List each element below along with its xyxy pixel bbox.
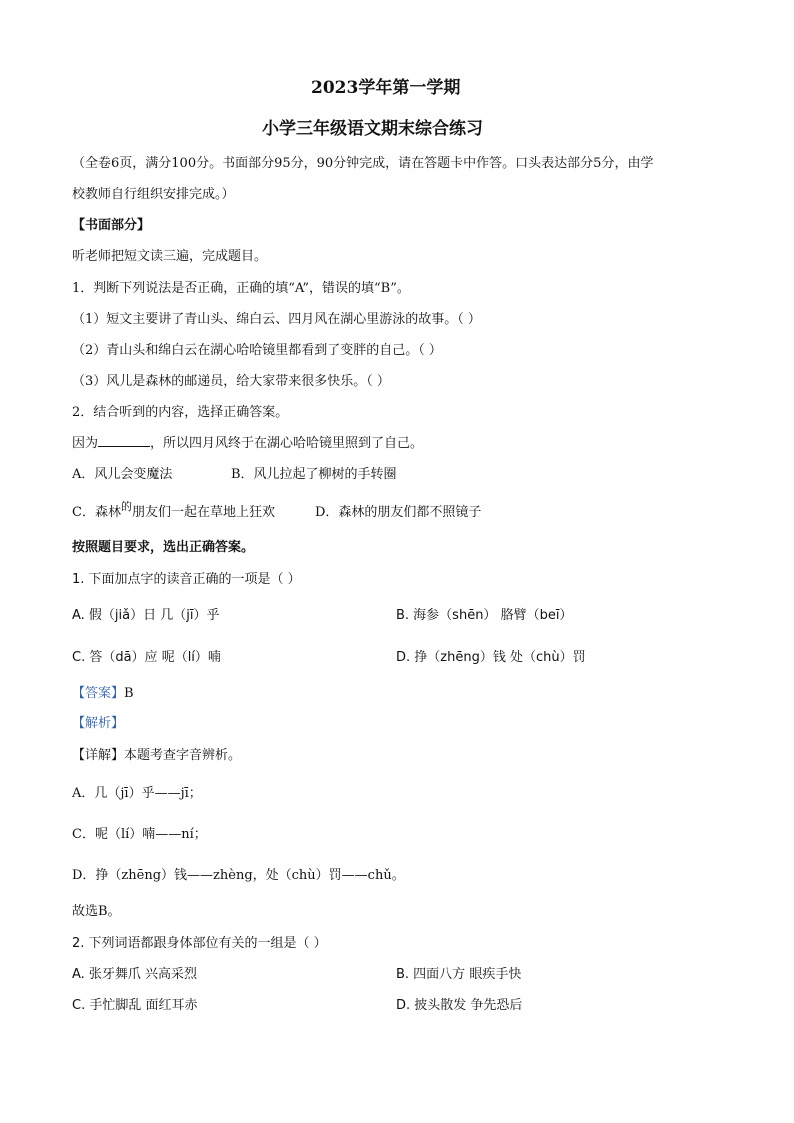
listening-intro: 听老师把短文读三遍，完成题目。	[72, 249, 268, 264]
analysis-label: 【解析】	[72, 716, 125, 731]
detail-label: 【详解】	[72, 748, 125, 763]
listening-q2-option-a: A．风儿会变魔法	[72, 467, 173, 482]
section-heading-written: 【书面部分】	[72, 218, 151, 233]
answer-label: 【答案】	[72, 686, 125, 701]
analysis-line-a: A．几（jī）乎——jī；	[72, 786, 202, 801]
question1-option-d: D. 挣（zhēng）钱 处（chù）罚	[396, 650, 586, 665]
question2-option-b: B. 四面八方 眼疾手快	[396, 967, 522, 982]
question2-option-a: A. 张牙舞爪 兴高采烈	[72, 967, 198, 982]
option-c-prefix: C．森林	[72, 505, 121, 520]
listening-q1-item3: （3）风儿是森林的邮递员，给大家带来很多快乐。（ ）	[72, 374, 390, 389]
option-c-superscript: 的	[120, 500, 132, 513]
question1-stem: 1. 下面加点字的读音正确的一项是（ ）	[72, 572, 301, 587]
exam-note-line1: （全卷6页，满分100分。书面部分95分，90分钟完成，请在答题卡中作答。口头表达部分5分，由学	[72, 156, 654, 171]
section-heading-choose: 按照题目要求，选出正确答案。	[72, 540, 255, 555]
listening-q1-stem: 1．判断下列说法是否正确，正确的填“A”，错误的填“B”。	[72, 281, 410, 296]
answer-blank	[98, 434, 150, 447]
question1-option-c: C. 答（dā）应 呢（lí）喃	[72, 650, 221, 665]
detail-text: 本题考查字音辨析。	[124, 748, 242, 763]
page-subtitle: 小学三年级语文期末综合练习	[262, 119, 483, 139]
question2-option-c: C. 手忙脚乱 面红耳赤	[72, 998, 198, 1013]
answer-value: B	[124, 686, 134, 701]
q2-sentence-prefix: 因为	[72, 436, 99, 451]
question1-option-b: B. 海参（shēn） 胳臂（beī）	[396, 608, 573, 623]
question2-option-d: D. 披头散发 争先恐后	[396, 998, 523, 1013]
detail-line	[72, 744, 241, 763]
listening-q2-option-b: B．风儿拉起了柳树的手转圈	[231, 467, 397, 482]
analysis-conclusion: 故选B。	[72, 904, 121, 919]
listening-q2-option-d: D．森林的朋友们都不照镜子	[315, 505, 482, 520]
analysis-line-d: D．挣（zhēng）钱——zhèng，处（chù）罚——chǔ。	[72, 868, 405, 883]
question2-stem: 2. 下列词语都跟身体部位有关的一组是（ ）	[72, 936, 327, 951]
listening-q2-stem: 2．结合听到的内容，选择正确答案。	[72, 405, 289, 420]
exam-note-line2: 校教师自行组织安排完成。）	[72, 187, 235, 202]
listening-q1-item1: （1）短文主要讲了青山头、绵白云、四月风在湖心里游泳的故事。（ ）	[72, 312, 481, 327]
listening-q1-item2: （2）青山头和绵白云在湖心哈哈镜里都看到了变胖的自己。（ ）	[72, 343, 442, 358]
answer-line	[72, 682, 134, 701]
listening-q2-option-c	[72, 501, 275, 520]
q2-sentence-suffix: ，所以四月风终于在湖心哈哈镜里照到了自己。	[150, 436, 424, 451]
listening-q2-sentence	[72, 432, 423, 451]
page-title: 2023学年第一学期	[311, 78, 461, 98]
analysis-line-c: C．呢（lí）喃——ní；	[72, 827, 207, 842]
option-c-text: 朋友们一起在草地上狂欢	[131, 505, 275, 520]
question1-option-a: A. 假（jiǎ）日 几（jī）乎	[72, 608, 220, 623]
